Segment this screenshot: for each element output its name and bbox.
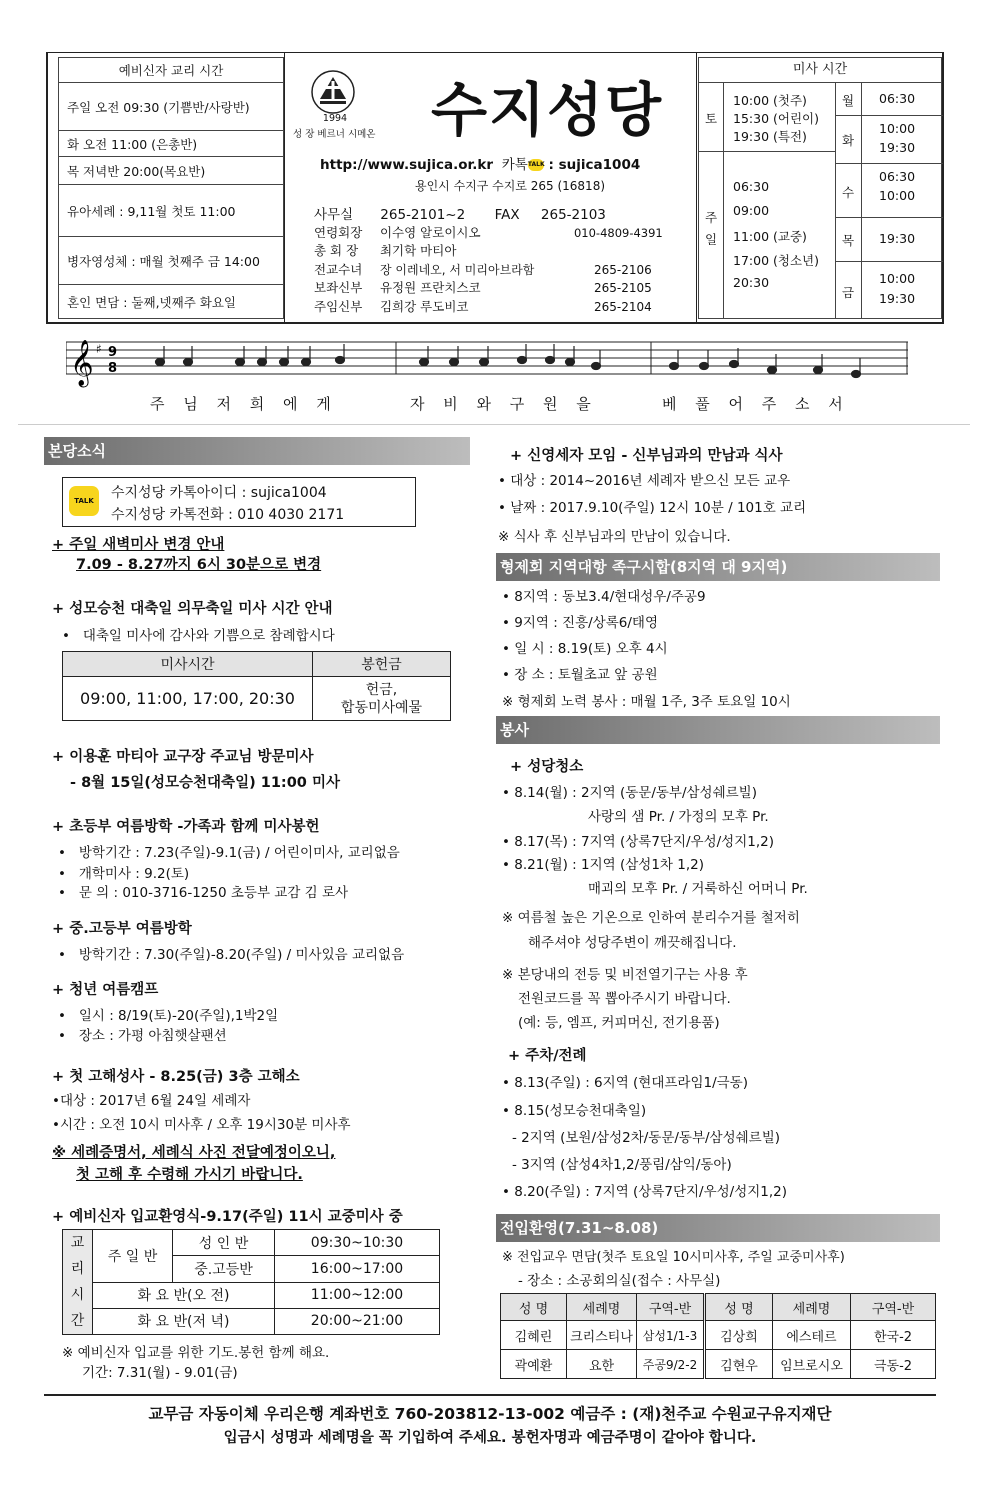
treble-clef-icon: 𝄞 [70,340,94,386]
confession-note: 첫 고해 후 수령해 가시기 바랍니다. [76,1167,303,1183]
catechism-title: 예비신자 교리 시간 [58,57,284,83]
parish-title: 수지성당 [430,76,664,144]
brothers-item: • 8지역 : 동보3.4/현대성우/주공9 [502,589,706,605]
bullet-item: • 방학기간 : 7.30(주일)-8.20(주일) / 미사있음 교리없음 [58,947,405,963]
mass-time: 19:30 [879,291,916,306]
divider [18,424,970,425]
youth-camp-title: + 청년 여름캠프 [52,982,159,998]
newcomer-table: 성 명 세례명 구역-반 성 명 세례명 구역-반 김혜린 크리스티나 삼성1/1-3 김상희 에스테르 한국-2 곽예환 요한 주공9/2-2 김현우 임브로시오 극동-2 [500,1293,936,1379]
marriage-interview: 혼인 면담 : 둘째,넷째주 화요일 [58,285,284,319]
catechism-side-label: 교 리 시 간 [63,1230,93,1335]
kakao-box [62,477,416,527]
office-row: 사무실 265-2101~2 FAX 265-2103 [314,207,606,223]
confession-item: •시간 : 오전 10시 미사후 / 오후 19시30분 미사후 [52,1117,351,1133]
mass-time: 20:30 [733,275,770,290]
note [768,354,777,374]
founding-year: 1994 [322,113,348,124]
mass-title: 미사 시간 [698,57,942,83]
address: 용인시 수지구 수지로 265 (16818) [414,179,606,193]
divider [44,1394,936,1396]
kakaotalk-icon: TALK [528,159,544,171]
parking-item: • 8.15(성모승천대축일) [502,1103,647,1119]
contact-line [320,153,700,173]
bullet-item: • 대축일 미사에 감사와 기쁨으로 참례합시다 [62,628,335,644]
cleaning-item: 사랑의 샘 Pr. / 가정의 모후 Pr. [588,809,769,825]
bullet-item: • 개학미사 : 9.2(토) [58,866,190,882]
note [236,346,245,366]
mass-time: 19:30 [879,231,916,246]
kakao-id: : sujica1004 [548,157,641,173]
table-row: 곽예환 요한 주공9/2-2 김현우 임브로시오 극동-2 [501,1350,936,1379]
newly-baptized-title: + 신영세자 모임 - 신부님과의 만남과 식사 [510,448,783,464]
service-note: ※ 여름철 높은 기온으로 인하여 분리수거를 철저히 [502,910,800,926]
saturday-label: 토 [705,111,718,126]
catechumen-title: + 예비신자 입교환영식-9.17(주일) 11시 교중미사 중 [52,1209,403,1225]
divider [284,53,285,322]
kakao-label: 카톡 [501,157,528,173]
weekday-label: 화 [842,133,855,148]
note [814,354,823,374]
dawn-mass-line: 7.09 - 8.27까지 6시 30분으로 변경 [76,557,322,573]
newly-note: ※ 식사 후 신부님과의 만남이 있습니다. [498,529,731,545]
bullet-item: • 일시 : 8/19(토)-20(주일),1박2일 [58,1008,279,1024]
newly-item: • 날짜 : 2017.9.10(주일) 12시 10분 / 101호 교리 [498,500,807,516]
catechism-row: 화 오전 11:00 (은총반) [58,131,284,157]
service-note: ※ 본당내의 전등 및 비전열기구는 사용 후 [502,967,748,983]
office-row: 총 회 장 최기학 마티아 [314,243,457,258]
brothers-item: • 9지역 : 진흥/상록6/태영 [502,615,658,631]
mass-schedule [698,57,942,319]
lyrics-3: 베 풀 어 주 소 서 [662,395,843,413]
section-bar-welcome: 전입환영(7.31~8.08) [496,1214,940,1242]
time-signature-bottom: 8 [108,361,118,376]
catechumen-period: 기간: 7.31(월) - 9.01(금) [82,1365,238,1381]
note [852,358,861,378]
note [258,346,267,366]
catechism-row: 목 저녁반 20:00(목요반) [58,157,284,185]
mass-time: 17:00 (청소년) [733,253,819,268]
mass-time: 10:00 (첫주) [733,93,807,108]
note [546,344,555,364]
welcome-note: ※ 전입교우 면담(첫주 토요일 10시미사후, 주일 교중미사후) [502,1250,845,1265]
bullet-item: • 방학기간 : 7.23(주일)-9.1(금) / 어린이미사, 교리없음 [58,845,400,861]
parking-item: - 3지역 (삼성4차1,2/풍림/삼익/동아) [512,1157,732,1173]
middle-high-title: + 중.고등부 여름방학 [52,921,192,937]
website-link[interactable]: http://www.sujica.or.kr [320,157,494,173]
catechism-schedule [58,57,284,319]
office-row: 보좌신부 유정원 프란치스코 265-2105 [314,280,652,295]
mass-time: 09:00 [733,203,770,218]
note [302,346,311,366]
sunday-label: 주일 [705,210,718,247]
infant-baptism: 유아세례 : 9,11월 첫토 11:00 [58,185,284,237]
note [700,350,709,370]
note [420,346,429,366]
section-bar-service: 봉사 [496,716,940,744]
weekday-label: 금 [842,285,855,300]
lyrics-1: 주 님 저 희 에 게 [150,395,331,413]
kakao-phone-line: 수지성당 카톡전화 : 010 4030 2171 [111,507,345,523]
section-bar-brothers: 형제회 지역대항 족구시합(8지역 대 9지역) [496,553,940,581]
service-note: 해주셔야 성당주변이 깨끗해집니다. [528,935,737,951]
cleaning-item: • 8.14(월) : 2지역 (동문/동부/삼성쉐르빌) [502,785,757,801]
mass-time: 19:30 (특전) [733,129,807,144]
catechism-table: 교 리 시 간 주 일 반 성 인 반 09:30~10:30 중.고등반 16:00~17:00 화 요 반(오 전) 11:00~12:00 화 요 반(저 녁) 20:00~21:00 [62,1229,440,1335]
parking-item: • 8.13(주일) : 6지역 (현대프라임1/극동) [502,1075,748,1091]
weekday-label: 월 [842,93,855,108]
note [592,350,601,370]
mass-time: 06:30 [879,169,916,184]
assumption-table: 미사시간 봉헌금 09:00, 11:00, 17:00, 20:30 헌금, 합동미사예물 [62,651,451,721]
note [566,346,575,366]
catechumen-note: ※ 예비신자 입교를 위한 기도.봉헌 함께 해요. [62,1345,330,1361]
cleaning-item: • 8.17(목) : 7지역 (상록7단지/우성/성지1,2) [502,834,774,850]
confession-title: + 첫 고해성사 - 8.25(금) 3층 고해소 [52,1069,300,1085]
time-signature-top: 9 [108,345,118,360]
table-row: 김혜린 크리스티나 삼성1/1-3 김상희 에스테르 한국-2 [501,1321,936,1350]
note [280,346,289,366]
note [450,346,459,366]
tithe-account-line: 교무금 자동이체 우리은행 계좌번호 760-203812-13-002 예금주 : (재)천주교 수원교구유지재단 [148,1405,832,1423]
parking-item: • 8.20(주일) : 7지역 (상록7단지/우성/성지1,2) [502,1184,788,1200]
parking-item: - 2지역 (보원/삼성2차/동문/동부/삼성쉐르빌) [512,1130,781,1146]
mass-time: 06:30 [879,91,916,106]
bishop-visit-line: - 8월 15일(성모승천대축일) 11:00 미사 [70,775,340,791]
kakaotalk-icon: TALK [69,486,99,516]
church-logo-icon [310,69,356,115]
brothers-item: • 일 시 : 8.19(토) 오후 4시 [502,641,668,657]
mass-time: 19:30 [879,140,916,155]
cleaning-item: 매괴의 모후 Pr. / 거룩하신 어머니 Pr. [588,881,808,897]
bishop-visit-title: + 이용훈 마티아 교구장 주교님 방문미사 [52,749,314,765]
newly-item: • 대상 : 2014~2016년 세례자 받으신 모든 교우 [498,473,791,489]
service-note: (예: 등, 엠프, 커피머신, 전기용품) [518,1015,720,1031]
office-row: 주임신부 김희강 루도비코 265-2104 [314,299,652,314]
note [184,346,193,366]
note [156,346,165,366]
office-row: 연령회장 이수영 알로이시오 010-4809-4391 [314,225,663,240]
mass-time: 15:30 (어린이) [733,111,819,126]
note [670,350,679,370]
note [480,346,489,366]
mass-time: 06:30 [733,179,770,194]
kakao-id-line: 수지성당 카톡아이디 : sujica1004 [111,485,327,501]
confession-note: ※ 세례증명서, 세례식 사진 전달예정이오니, [52,1145,336,1161]
note [336,344,345,364]
weekday-label: 수 [842,185,855,200]
cleaning-item: • 8.21(월) : 1지역 (삼성1차 1,2) [502,857,704,873]
bulletin-header [46,52,944,324]
sick-communion: 병자영성체 : 매월 첫째주 금 14:00 [58,237,284,285]
brothers-item: • 장 소 : 토월초교 앞 공원 [502,667,658,683]
service-note: 전원코드를 꼭 뽑아주시기 바랍니다. [518,991,731,1007]
music-staff [66,338,908,388]
lyrics-2: 자 비 와 구 원 을 [410,395,591,413]
confession-item: •대상 : 2017년 6월 24일 세례자 [52,1093,251,1109]
mass-time: 10:00 [879,188,916,203]
dawn-mass-title: + 주일 새벽미사 변경 안내 [52,537,225,553]
note [518,344,527,364]
mass-time: 11:00 (교중) [733,229,807,244]
office-row: 전교수녀 장 이레네오, 서 미리아브라함 265-2106 [314,262,652,277]
elementary-title: + 초등부 여름방학 -가족과 함께 미사봉헌 [52,819,320,835]
welcome-place: - 장소 : 소공회의실(접수 : 사무실) [518,1273,721,1289]
weekday-label: 목 [842,233,855,248]
bullet-item: • 장소 : 가평 아침햇살팬션 [58,1028,227,1044]
bullet-item: • 문 의 : 010-3716-1250 초등부 교감 김 로사 [58,885,349,901]
brothers-note: ※ 형제회 노력 봉사 : 매월 1주, 3주 토요일 10시 [502,694,791,710]
deposit-note: 입금시 성명과 세례명을 꼭 기입하여 주세요. 봉헌자명과 예금주명이 같아야 합니다. [223,1430,757,1446]
catechism-row: 주일 오전 09:30 (기쁨반/사랑반) [58,83,284,131]
mass-time: 10:00 [879,271,916,286]
patron-saint: 성 장 베르너 시메온 [293,129,376,140]
parking-title: + 주차/전례 [508,1048,587,1064]
assumption-title: + 성모승천 대축일 의무축일 미사 시간 안내 [52,601,333,617]
cleaning-title: + 성당청소 [510,759,584,775]
mass-time: 10:00 [879,121,916,136]
section-bar-parish-news: 본당소식 [44,437,470,465]
sharp-icon: ♯ [96,342,102,356]
mass-grid [698,83,942,319]
